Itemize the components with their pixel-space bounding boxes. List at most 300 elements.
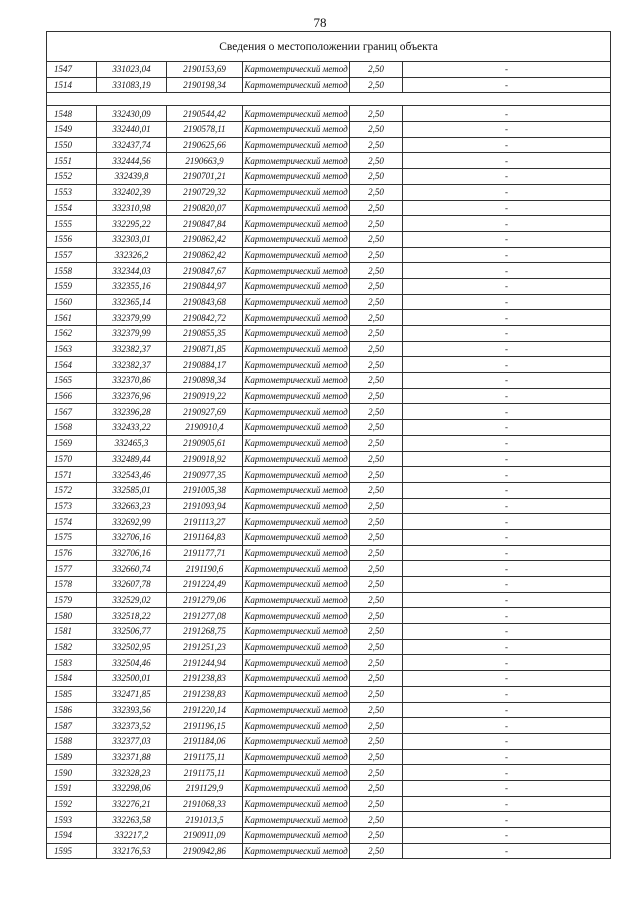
point-number: 1584 bbox=[47, 671, 97, 687]
point-number: 1574 bbox=[47, 514, 97, 530]
y-coordinate: 2191268,75 bbox=[167, 624, 243, 640]
x-coordinate: 332382,37 bbox=[97, 357, 167, 373]
y-coordinate: 2191177,71 bbox=[167, 545, 243, 561]
table-row bbox=[47, 216, 611, 232]
description-cell: - bbox=[403, 62, 611, 78]
x-coordinate: 332370,86 bbox=[97, 373, 167, 389]
point-number: 1590 bbox=[47, 765, 97, 781]
x-coordinate: 332295,22 bbox=[97, 216, 167, 232]
method-cell: Картометрический метод bbox=[243, 373, 350, 389]
y-coordinate: 2191113,27 bbox=[167, 514, 243, 530]
accuracy-cell: 2,50 bbox=[350, 77, 403, 93]
x-coordinate: 332437,74 bbox=[97, 137, 167, 153]
x-coordinate: 332276,21 bbox=[97, 796, 167, 812]
description-cell: - bbox=[403, 482, 611, 498]
point-number: 1560 bbox=[47, 294, 97, 310]
x-coordinate: 332377,03 bbox=[97, 733, 167, 749]
y-coordinate: 2190942,86 bbox=[167, 843, 243, 859]
accuracy-cell: 2,50 bbox=[350, 686, 403, 702]
accuracy-cell: 2,50 bbox=[350, 451, 403, 467]
method-cell: Картометрический метод bbox=[243, 451, 350, 467]
y-coordinate: 2190820,07 bbox=[167, 200, 243, 216]
y-coordinate: 2191093,94 bbox=[167, 498, 243, 514]
x-coordinate: 332502,95 bbox=[97, 639, 167, 655]
description-cell: - bbox=[403, 106, 611, 122]
x-coordinate: 331023,04 bbox=[97, 62, 167, 78]
method-cell: Картометрический метод bbox=[243, 106, 350, 122]
x-coordinate: 332263,58 bbox=[97, 812, 167, 828]
table-row bbox=[47, 561, 611, 577]
point-number: 1565 bbox=[47, 373, 97, 389]
point-number: 1586 bbox=[47, 702, 97, 718]
description-cell: - bbox=[403, 592, 611, 608]
table-row bbox=[47, 106, 611, 122]
description-cell: - bbox=[403, 294, 611, 310]
table-row bbox=[47, 200, 611, 216]
accuracy-cell: 2,50 bbox=[350, 310, 403, 326]
x-coordinate: 332489,44 bbox=[97, 451, 167, 467]
description-cell: - bbox=[403, 828, 611, 844]
accuracy-cell: 2,50 bbox=[350, 765, 403, 781]
table-row bbox=[47, 404, 611, 420]
y-coordinate: 2190862,42 bbox=[167, 231, 243, 247]
y-coordinate: 2190871,85 bbox=[167, 341, 243, 357]
accuracy-cell: 2,50 bbox=[350, 671, 403, 687]
description-cell: - bbox=[403, 326, 611, 342]
x-coordinate: 332465,3 bbox=[97, 435, 167, 451]
accuracy-cell: 2,50 bbox=[350, 388, 403, 404]
separator-row bbox=[47, 93, 611, 106]
y-coordinate: 2190910,4 bbox=[167, 420, 243, 436]
method-cell: Картометрический метод bbox=[243, 169, 350, 185]
table-row bbox=[47, 545, 611, 561]
x-coordinate: 332444,56 bbox=[97, 153, 167, 169]
point-number: 1570 bbox=[47, 451, 97, 467]
x-coordinate: 332176,53 bbox=[97, 843, 167, 859]
y-coordinate: 2191129,9 bbox=[167, 780, 243, 796]
y-coordinate: 2190905,61 bbox=[167, 435, 243, 451]
y-coordinate: 2191184,06 bbox=[167, 733, 243, 749]
accuracy-cell: 2,50 bbox=[350, 467, 403, 483]
table-row bbox=[47, 514, 611, 530]
y-coordinate: 2190855,35 bbox=[167, 326, 243, 342]
accuracy-cell: 2,50 bbox=[350, 357, 403, 373]
table-row bbox=[47, 639, 611, 655]
point-number: 1583 bbox=[47, 655, 97, 671]
table-row bbox=[47, 294, 611, 310]
accuracy-cell: 2,50 bbox=[350, 577, 403, 593]
accuracy-cell: 2,50 bbox=[350, 435, 403, 451]
description-cell: - bbox=[403, 310, 611, 326]
point-number: 1582 bbox=[47, 639, 97, 655]
table-row bbox=[47, 153, 611, 169]
y-coordinate: 2191175,11 bbox=[167, 749, 243, 765]
accuracy-cell: 2,50 bbox=[350, 404, 403, 420]
description-cell: - bbox=[403, 514, 611, 530]
point-number: 1558 bbox=[47, 263, 97, 279]
x-coordinate: 332365,14 bbox=[97, 294, 167, 310]
x-coordinate: 332326,2 bbox=[97, 247, 167, 263]
method-cell: Картометрический метод bbox=[243, 608, 350, 624]
table-row bbox=[47, 812, 611, 828]
description-cell: - bbox=[403, 122, 611, 138]
coordinates-sheet bbox=[46, 31, 610, 859]
x-coordinate: 332344,03 bbox=[97, 263, 167, 279]
y-coordinate: 2190198,34 bbox=[167, 77, 243, 93]
y-coordinate: 2190884,17 bbox=[167, 357, 243, 373]
description-cell: - bbox=[403, 624, 611, 640]
description-cell: - bbox=[403, 153, 611, 169]
y-coordinate: 2190847,67 bbox=[167, 263, 243, 279]
x-coordinate: 332529,02 bbox=[97, 592, 167, 608]
method-cell: Картометрический метод bbox=[243, 828, 350, 844]
description-cell: - bbox=[403, 733, 611, 749]
method-cell: Картометрический метод bbox=[243, 326, 350, 342]
description-cell: - bbox=[403, 263, 611, 279]
description-cell: - bbox=[403, 451, 611, 467]
separator-cell bbox=[47, 93, 611, 106]
method-cell: Картометрический метод bbox=[243, 278, 350, 294]
accuracy-cell: 2,50 bbox=[350, 655, 403, 671]
table-row bbox=[47, 765, 611, 781]
accuracy-cell: 2,50 bbox=[350, 733, 403, 749]
point-number: 1567 bbox=[47, 404, 97, 420]
y-coordinate: 2191220,14 bbox=[167, 702, 243, 718]
accuracy-cell: 2,50 bbox=[350, 216, 403, 232]
point-number: 1550 bbox=[47, 137, 97, 153]
y-coordinate: 2190844,97 bbox=[167, 278, 243, 294]
point-number: 1576 bbox=[47, 545, 97, 561]
description-cell: - bbox=[403, 278, 611, 294]
description-cell: - bbox=[403, 498, 611, 514]
point-number: 1569 bbox=[47, 435, 97, 451]
description-cell: - bbox=[403, 639, 611, 655]
y-coordinate: 2191224,49 bbox=[167, 577, 243, 593]
table-row bbox=[47, 231, 611, 247]
x-coordinate: 332543,46 bbox=[97, 467, 167, 483]
accuracy-cell: 2,50 bbox=[350, 608, 403, 624]
x-coordinate: 332506,77 bbox=[97, 624, 167, 640]
point-number: 1549 bbox=[47, 122, 97, 138]
x-coordinate: 332430,09 bbox=[97, 106, 167, 122]
y-coordinate: 2190862,42 bbox=[167, 247, 243, 263]
table-row bbox=[47, 435, 611, 451]
point-number: 1556 bbox=[47, 231, 97, 247]
point-number: 1581 bbox=[47, 624, 97, 640]
x-coordinate: 332396,28 bbox=[97, 404, 167, 420]
accuracy-cell: 2,50 bbox=[350, 828, 403, 844]
description-cell: - bbox=[403, 655, 611, 671]
method-cell: Картометрический метод bbox=[243, 388, 350, 404]
method-cell: Картометрический метод bbox=[243, 247, 350, 263]
method-cell: Картометрический метод bbox=[243, 780, 350, 796]
point-number: 1594 bbox=[47, 828, 97, 844]
description-cell: - bbox=[403, 561, 611, 577]
point-number: 1573 bbox=[47, 498, 97, 514]
y-coordinate: 2191068,33 bbox=[167, 796, 243, 812]
description-cell: - bbox=[403, 388, 611, 404]
point-number: 1579 bbox=[47, 592, 97, 608]
x-coordinate: 332328,23 bbox=[97, 765, 167, 781]
accuracy-cell: 2,50 bbox=[350, 294, 403, 310]
accuracy-cell: 2,50 bbox=[350, 62, 403, 78]
method-cell: Картометрический метод bbox=[243, 153, 350, 169]
description-cell: - bbox=[403, 671, 611, 687]
x-coordinate: 332373,52 bbox=[97, 718, 167, 734]
method-cell: Картометрический метод bbox=[243, 577, 350, 593]
point-number: 1578 bbox=[47, 577, 97, 593]
table-row bbox=[47, 843, 611, 859]
description-cell: - bbox=[403, 247, 611, 263]
point-number: 1580 bbox=[47, 608, 97, 624]
table-row bbox=[47, 733, 611, 749]
x-coordinate: 332439,8 bbox=[97, 169, 167, 185]
accuracy-cell: 2,50 bbox=[350, 106, 403, 122]
method-cell: Картометрический метод bbox=[243, 137, 350, 153]
method-cell: Картометрический метод bbox=[243, 639, 350, 655]
point-number: 1577 bbox=[47, 561, 97, 577]
x-coordinate: 332376,96 bbox=[97, 388, 167, 404]
x-coordinate: 332382,37 bbox=[97, 341, 167, 357]
y-coordinate: 2190625,66 bbox=[167, 137, 243, 153]
x-coordinate: 331083,19 bbox=[97, 77, 167, 93]
method-cell: Картометрический метод bbox=[243, 796, 350, 812]
accuracy-cell: 2,50 bbox=[350, 498, 403, 514]
table-row bbox=[47, 498, 611, 514]
x-coordinate: 332518,22 bbox=[97, 608, 167, 624]
method-cell: Картометрический метод bbox=[243, 749, 350, 765]
x-coordinate: 332303,01 bbox=[97, 231, 167, 247]
accuracy-cell: 2,50 bbox=[350, 624, 403, 640]
method-cell: Картометрический метод bbox=[243, 200, 350, 216]
point-number: 1568 bbox=[47, 420, 97, 436]
point-number: 1592 bbox=[47, 796, 97, 812]
description-cell: - bbox=[403, 357, 611, 373]
description-cell: - bbox=[403, 545, 611, 561]
method-cell: Картометрический метод bbox=[243, 216, 350, 232]
table-row bbox=[47, 592, 611, 608]
x-coordinate: 332379,99 bbox=[97, 326, 167, 342]
method-cell: Картометрический метод bbox=[243, 843, 350, 859]
y-coordinate: 2190578,11 bbox=[167, 122, 243, 138]
method-cell: Картометрический метод bbox=[243, 77, 350, 93]
method-cell: Картометрический метод bbox=[243, 498, 350, 514]
description-cell: - bbox=[403, 529, 611, 545]
table-row bbox=[47, 77, 611, 93]
x-coordinate: 332355,16 bbox=[97, 278, 167, 294]
page-number: 78 bbox=[313, 15, 327, 30]
point-number: 1562 bbox=[47, 326, 97, 342]
method-cell: Картометрический метод bbox=[243, 420, 350, 436]
x-coordinate: 332663,23 bbox=[97, 498, 167, 514]
y-coordinate: 2190977,35 bbox=[167, 467, 243, 483]
table-row bbox=[47, 357, 611, 373]
description-cell: - bbox=[403, 231, 611, 247]
y-coordinate: 2191277,08 bbox=[167, 608, 243, 624]
x-coordinate: 332310,98 bbox=[97, 200, 167, 216]
accuracy-cell: 2,50 bbox=[350, 137, 403, 153]
method-cell: Картометрический метод bbox=[243, 231, 350, 247]
method-cell: Картометрический метод bbox=[243, 686, 350, 702]
accuracy-cell: 2,50 bbox=[350, 122, 403, 138]
accuracy-cell: 2,50 bbox=[350, 169, 403, 185]
accuracy-cell: 2,50 bbox=[350, 561, 403, 577]
method-cell: Картометрический метод bbox=[243, 529, 350, 545]
description-cell: - bbox=[403, 169, 611, 185]
point-number: 1559 bbox=[47, 278, 97, 294]
x-coordinate: 332706,16 bbox=[97, 545, 167, 561]
accuracy-cell: 2,50 bbox=[350, 420, 403, 436]
table-row bbox=[47, 608, 611, 624]
point-number: 1575 bbox=[47, 529, 97, 545]
table-row bbox=[47, 828, 611, 844]
method-cell: Картометрический метод bbox=[243, 624, 350, 640]
method-cell: Картометрический метод bbox=[243, 733, 350, 749]
method-cell: Картометрический метод bbox=[243, 435, 350, 451]
coordinates-table bbox=[46, 31, 611, 859]
description-cell: - bbox=[403, 702, 611, 718]
x-coordinate: 332298,06 bbox=[97, 780, 167, 796]
y-coordinate: 2190911,09 bbox=[167, 828, 243, 844]
table-row bbox=[47, 482, 611, 498]
method-cell: Картометрический метод bbox=[243, 357, 350, 373]
description-cell: - bbox=[403, 749, 611, 765]
point-number: 1587 bbox=[47, 718, 97, 734]
accuracy-cell: 2,50 bbox=[350, 529, 403, 545]
description-cell: - bbox=[403, 373, 611, 389]
point-number: 1595 bbox=[47, 843, 97, 859]
point-number: 1589 bbox=[47, 749, 97, 765]
point-number: 1548 bbox=[47, 106, 97, 122]
point-number: 1588 bbox=[47, 733, 97, 749]
point-number: 1557 bbox=[47, 247, 97, 263]
table-row bbox=[47, 467, 611, 483]
description-cell: - bbox=[403, 137, 611, 153]
table-row bbox=[47, 718, 611, 734]
point-number: 1561 bbox=[47, 310, 97, 326]
table-row bbox=[47, 451, 611, 467]
description-cell: - bbox=[403, 843, 611, 859]
accuracy-cell: 2,50 bbox=[350, 278, 403, 294]
y-coordinate: 2191164,83 bbox=[167, 529, 243, 545]
description-cell: - bbox=[403, 341, 611, 357]
method-cell: Картометрический метод bbox=[243, 482, 350, 498]
y-coordinate: 2190847,84 bbox=[167, 216, 243, 232]
method-cell: Картометрический метод bbox=[243, 561, 350, 577]
point-number: 1553 bbox=[47, 184, 97, 200]
point-number: 1591 bbox=[47, 780, 97, 796]
y-coordinate: 2190927,69 bbox=[167, 404, 243, 420]
method-cell: Картометрический метод bbox=[243, 514, 350, 530]
x-coordinate: 332402,39 bbox=[97, 184, 167, 200]
accuracy-cell: 2,50 bbox=[350, 639, 403, 655]
point-number: 1551 bbox=[47, 153, 97, 169]
description-cell: - bbox=[403, 780, 611, 796]
x-coordinate: 332585,01 bbox=[97, 482, 167, 498]
method-cell: Картометрический метод bbox=[243, 294, 350, 310]
table-row bbox=[47, 624, 611, 640]
table-row bbox=[47, 796, 611, 812]
x-coordinate: 332440,01 bbox=[97, 122, 167, 138]
description-cell: - bbox=[403, 77, 611, 93]
method-cell: Картометрический метод bbox=[243, 467, 350, 483]
y-coordinate: 2191238,83 bbox=[167, 686, 243, 702]
x-coordinate: 332393,56 bbox=[97, 702, 167, 718]
y-coordinate: 2190898,34 bbox=[167, 373, 243, 389]
point-number: 1555 bbox=[47, 216, 97, 232]
y-coordinate: 2191005,38 bbox=[167, 482, 243, 498]
description-cell: - bbox=[403, 577, 611, 593]
table-title-row bbox=[47, 32, 611, 62]
description-cell: - bbox=[403, 796, 611, 812]
accuracy-cell: 2,50 bbox=[350, 592, 403, 608]
description-cell: - bbox=[403, 467, 611, 483]
table-row bbox=[47, 702, 611, 718]
accuracy-cell: 2,50 bbox=[350, 702, 403, 718]
point-number: 1547 bbox=[47, 62, 97, 78]
accuracy-cell: 2,50 bbox=[350, 514, 403, 530]
description-cell: - bbox=[403, 420, 611, 436]
table-row bbox=[47, 184, 611, 200]
table-title: Сведения о местоположении границ объекта bbox=[47, 32, 611, 62]
method-cell: Картометрический метод bbox=[243, 62, 350, 78]
x-coordinate: 332706,16 bbox=[97, 529, 167, 545]
y-coordinate: 2190153,69 bbox=[167, 62, 243, 78]
method-cell: Картометрический метод bbox=[243, 341, 350, 357]
description-cell: - bbox=[403, 765, 611, 781]
accuracy-cell: 2,50 bbox=[350, 326, 403, 342]
point-number: 1585 bbox=[47, 686, 97, 702]
point-number: 1563 bbox=[47, 341, 97, 357]
method-cell: Картометрический метод bbox=[243, 184, 350, 200]
method-cell: Картометрический метод bbox=[243, 718, 350, 734]
method-cell: Картометрический метод bbox=[243, 122, 350, 138]
table-row bbox=[47, 780, 611, 796]
accuracy-cell: 2,50 bbox=[350, 812, 403, 828]
x-coordinate: 332471,85 bbox=[97, 686, 167, 702]
y-coordinate: 2191251,23 bbox=[167, 639, 243, 655]
accuracy-cell: 2,50 bbox=[350, 341, 403, 357]
accuracy-cell: 2,50 bbox=[350, 843, 403, 859]
method-cell: Картометрический метод bbox=[243, 765, 350, 781]
y-coordinate: 2190919,22 bbox=[167, 388, 243, 404]
table-row bbox=[47, 577, 611, 593]
point-number: 1571 bbox=[47, 467, 97, 483]
accuracy-cell: 2,50 bbox=[350, 718, 403, 734]
method-cell: Картометрический метод bbox=[243, 592, 350, 608]
x-coordinate: 332692,99 bbox=[97, 514, 167, 530]
description-cell: - bbox=[403, 686, 611, 702]
y-coordinate: 2190918,92 bbox=[167, 451, 243, 467]
y-coordinate: 2190843,68 bbox=[167, 294, 243, 310]
description-cell: - bbox=[403, 200, 611, 216]
accuracy-cell: 2,50 bbox=[350, 545, 403, 561]
x-coordinate: 332504,46 bbox=[97, 655, 167, 671]
method-cell: Картометрический метод bbox=[243, 404, 350, 420]
y-coordinate: 2191175,11 bbox=[167, 765, 243, 781]
y-coordinate: 2191244,94 bbox=[167, 655, 243, 671]
x-coordinate: 332500,01 bbox=[97, 671, 167, 687]
x-coordinate: 332607,78 bbox=[97, 577, 167, 593]
table-row bbox=[47, 373, 611, 389]
y-coordinate: 2190544,42 bbox=[167, 106, 243, 122]
method-cell: Картометрический метод bbox=[243, 655, 350, 671]
table-row bbox=[47, 388, 611, 404]
accuracy-cell: 2,50 bbox=[350, 780, 403, 796]
method-cell: Картометрический метод bbox=[243, 671, 350, 687]
point-number: 1564 bbox=[47, 357, 97, 373]
table-row bbox=[47, 62, 611, 78]
